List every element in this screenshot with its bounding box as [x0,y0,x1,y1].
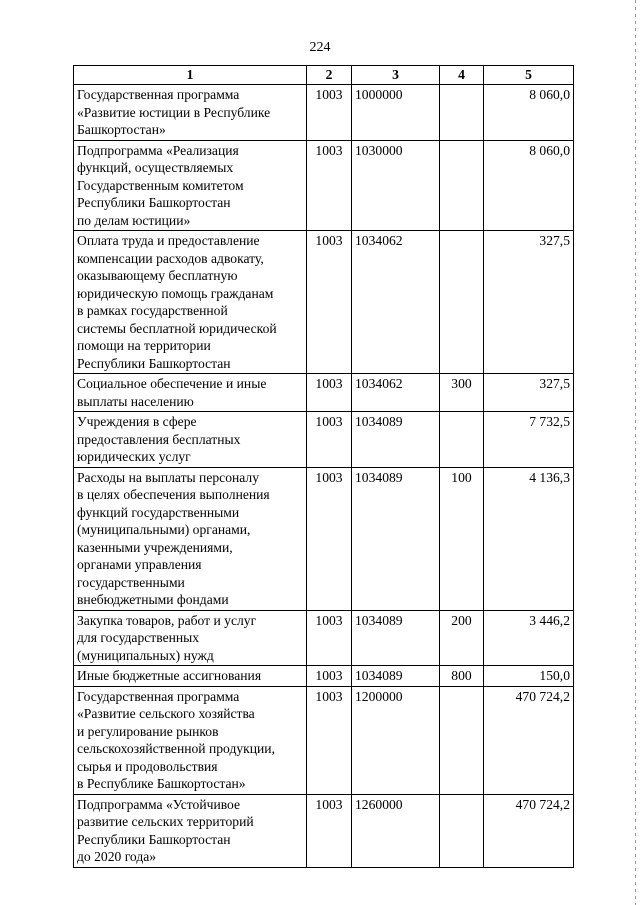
row-name: Учреждения в сфере предоставления бесплатных юридических услуг [74,412,307,468]
table-row [74,85,574,141]
row-expense-kind: 300 [440,374,484,412]
row-target-code: 1034062 [352,231,440,374]
row-section-code: 1003 [307,231,352,374]
row-expense-kind [440,231,484,374]
table-row [74,610,574,666]
row-target-code: 1034089 [352,666,440,687]
column-header-2: 2 [307,66,352,85]
row-expense-kind [440,140,484,231]
row-section-code: 1003 [307,85,352,141]
row-target-code: 1034089 [352,467,440,610]
row-amount: 470 724,2 [484,686,574,794]
row-expense-kind: 800 [440,666,484,687]
row-target-code: 1034089 [352,610,440,666]
row-section-code: 1003 [307,666,352,687]
row-section-code: 1003 [307,794,352,867]
row-name: Расходы на выплаты персоналу в целях обеспечения выполнения функций государственными (муниципальными) органами, казенными учреждениями, органами управления государственными внебюджетными фондами [74,467,307,610]
row-amount: 4 136,3 [484,467,574,610]
row-target-code: 1260000 [352,794,440,867]
row-expense-kind: 100 [440,467,484,610]
row-expense-kind [440,412,484,468]
table-header-row [74,66,574,85]
row-amount: 8 060,0 [484,85,574,141]
table-row [74,467,574,610]
row-amount: 327,5 [484,231,574,374]
row-name: Государственная программа «Развитие сельского хозяйства и регулирование рынков сельскохозяйственной продукции, сырья и продовольствия в Республике Башкортостан» [74,686,307,794]
row-name: Социальное обеспечение и иные выплаты населению [74,374,307,412]
row-amount: 327,5 [484,374,574,412]
scan-edge-marks [635,0,636,905]
table-row [74,231,574,374]
row-section-code: 1003 [307,686,352,794]
row-amount: 3 446,2 [484,610,574,666]
row-section-code: 1003 [307,412,352,468]
row-target-code: 1030000 [352,140,440,231]
row-section-code: 1003 [307,374,352,412]
row-target-code: 1200000 [352,686,440,794]
row-section-code: 1003 [307,140,352,231]
row-target-code: 1000000 [352,85,440,141]
row-name: Государственная программа «Развитие юстиции в Республике Башкортостан» [74,85,307,141]
column-header-5: 5 [484,66,574,85]
row-name: Оплата труда и предоставление компенсации расходов адвокату, оказывающему бесплатную юридическую помощь гражданам в рамках государственной системы бесплатной юридической помощи на территории Республики Башкортостан [74,231,307,374]
table-row [74,412,574,468]
row-expense-kind [440,85,484,141]
table-row [74,140,574,231]
row-amount: 7 732,5 [484,412,574,468]
row-name: Закупка товаров, работ и услуг для государственных (муниципальных) нужд [74,610,307,666]
row-target-code: 1034089 [352,412,440,468]
budget-table [73,65,574,868]
row-amount: 150,0 [484,666,574,687]
row-name: Подпрограмма «Реализация функций, осуществляемых Государственным комитетом Республики Башкортостан по делам юстиции» [74,140,307,231]
row-expense-kind [440,794,484,867]
table-row [74,794,574,867]
table-row [74,666,574,687]
column-header-3: 3 [352,66,440,85]
column-header-4: 4 [440,66,484,85]
row-section-code: 1003 [307,467,352,610]
table-row [74,374,574,412]
row-name: Подпрограмма «Устойчивое развитие сельских территорий Республики Башкортостан до 2020 года» [74,794,307,867]
row-amount: 470 724,2 [484,794,574,867]
row-expense-kind: 200 [440,610,484,666]
table-row [74,686,574,794]
row-amount: 8 060,0 [484,140,574,231]
row-section-code: 1003 [307,610,352,666]
row-name: Иные бюджетные ассигнования [74,666,307,687]
row-target-code: 1034062 [352,374,440,412]
page-number: 224 [309,40,331,55]
column-header-1: 1 [74,66,307,85]
row-expense-kind [440,686,484,794]
